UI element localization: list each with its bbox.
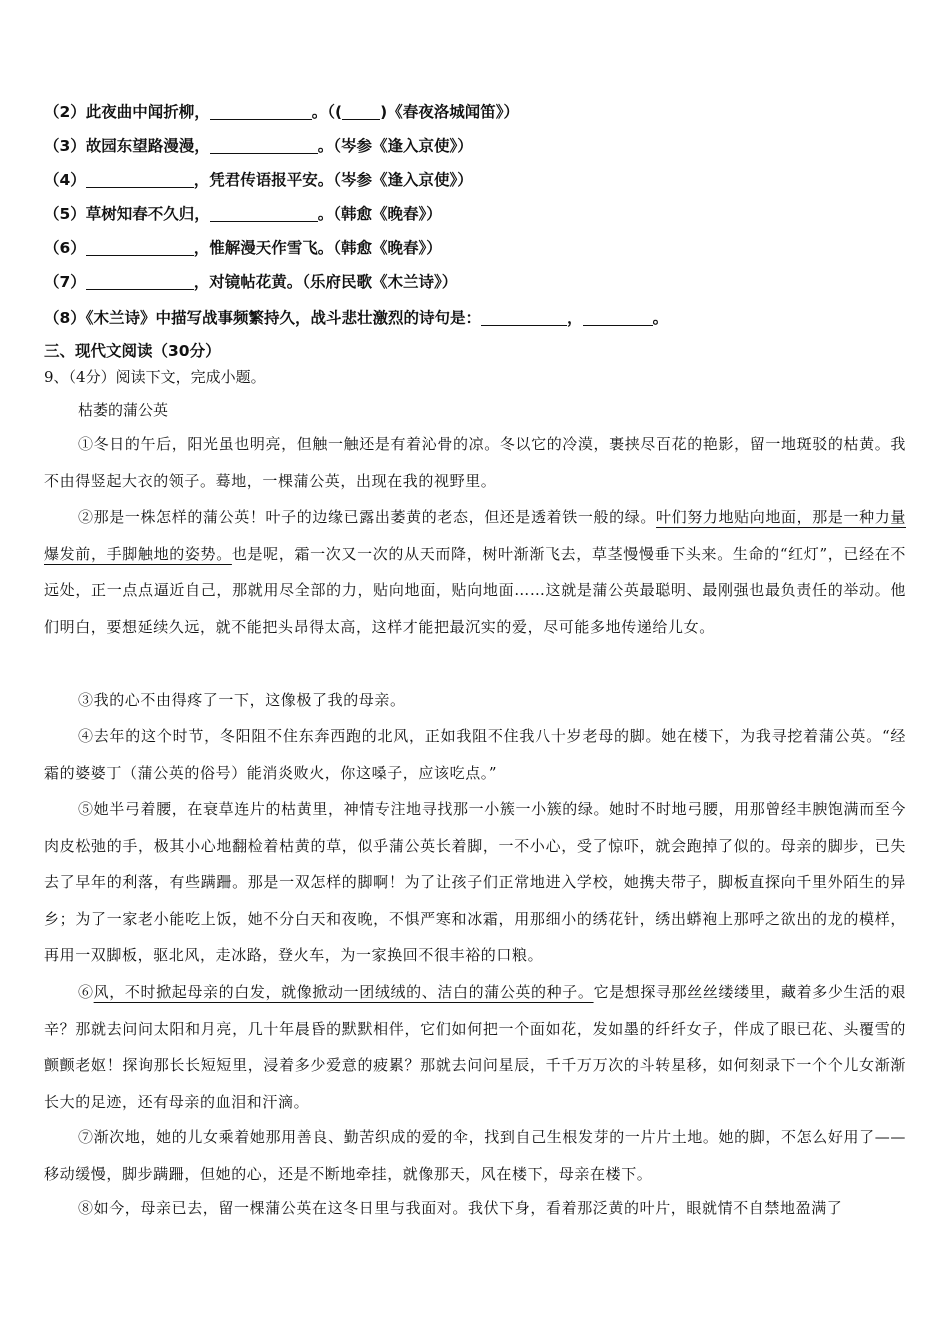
q4-source: ，凭君传语报平安。（岑参《逢入京使》） (193, 171, 473, 189)
q6-source: ，惟解漫天作雪飞。（韩愈《晚春》） (193, 239, 442, 257)
q7-answer-blank[interactable] (86, 271, 194, 290)
q8-end: 。 (652, 309, 669, 327)
q8-prompt: （8）《木兰诗》中描写战事频繁持久，战斗悲壮激烈的诗句是： (44, 309, 482, 327)
q2-answer-blank[interactable] (210, 101, 312, 120)
paragraph-1: ①冬日的午后，阳光虽也明亮，但触一触还是有着沁骨的凉。冬以它的冷漠，裹挟尽百花的艳影，留一地斑驳的枯黄。我不由得竖起大衣的领子。蓦地，一棵蒲公英，出现在我的视野里。 (44, 435, 906, 490)
q8-answer-blank-2[interactable] (583, 307, 653, 326)
q3-answer-blank[interactable] (210, 135, 318, 154)
poetry-q7 (44, 268, 457, 296)
q6-answer-blank[interactable] (86, 237, 194, 256)
section-heading: 三、现代文阅读（30分） (44, 342, 221, 360)
paragraph-2 (44, 499, 906, 645)
paragraph-2-text-a: ②那是一株怎样的蒲公英！叶子的边缘已露出萎黄的老态，但还是透着铁一般的绿。 (78, 508, 657, 526)
q7-source: ，对镜帖花黄。（乐府民歌《木兰诗》） (193, 273, 458, 291)
paragraph-6 (44, 974, 906, 1120)
q2-source-open: 。（( (311, 103, 343, 121)
poetry-q8 (44, 304, 668, 332)
q2-prompt: （2）此夜曲中闻折柳， (44, 103, 210, 121)
poetry-q4 (44, 166, 473, 194)
q8-comma: ， (567, 309, 583, 327)
paragraph-6-underlined: 风，不时掀起母亲的白发，就像掀动一团绒绒的、洁白的蒲公英的种子。 (93, 983, 594, 1001)
passage-title: 枯萎的蒲公英 (78, 401, 169, 419)
q4-answer-blank[interactable] (86, 169, 194, 188)
poetry-q3 (44, 132, 473, 160)
q8-answer-blank-1[interactable] (481, 307, 567, 326)
paragraph-6-text: 它是想探寻那丝丝缕缕里，藏着多少生活的艰辛？那就去问问太阳和月亮，几十年晨昏的默默相伴，它们如何把一个面如花，发如墨的纤纤女子，伴成了眼已花、头覆雪的颤颤老妪！探询那长长短短里，浸着多少爱意的疲累？那就去问问星辰，千千万万次的斗转星移，如何刻录下一个个儿女渐渐长大的足迹，还有母亲的血泪和汗滴。 (44, 983, 906, 1111)
poetry-q6 (44, 234, 442, 262)
poetry-q2 (44, 98, 519, 126)
q7-prompt: （7） (44, 273, 86, 291)
paragraph-4: ④去年的这个时节，冬阳阻不住东奔西跑的北风，正如我阻不住我八十岁老母的脚。她在楼下，为我寻挖着蒲公英。“经霜的婆婆丁（蒲公英的俗号）能消炎败火，你这嗓子，应该吃点。” (44, 727, 906, 782)
q3-prompt: （3）故园东望路漫漫， (44, 137, 210, 155)
paragraph-5: ⑤她半弓着腰，在衰草连片的枯黄里，神情专注地寻找那一小簇一小簇的绿。她时不时地弓腰，用那曾经丰腴饱满而至今肉皮松弛的手，极其小心地翻检着枯黄的草，似乎蒲公英长着脚，一不小心，受了惊吓，就会跑掉了似的。母亲的脚步，已失去了早年的利落，有些蹒跚。那是一双怎样的脚啊！为了让孩子们正常地进入学校，她携夫带子，脚板直探向千里外陌生的异乡；为了一家老小能吃上饭，她不分白天和夜晚，不惧严寒和冰霜，用那细小的绣花针，绣出蟒袍上那呼之欲出的龙的模样，再用一双脚板，驱北风，走冰路，登火车，为一家换回不很丰裕的口粮。 (44, 800, 906, 965)
q2-source: )《春夜洛城闻笛》） (380, 103, 519, 121)
q5-source: 。（韩愈《晚春》） (317, 205, 442, 223)
paragraph-6-number: ⑥ (78, 983, 94, 1001)
q6-prompt: （6） (44, 239, 86, 257)
paragraph-7: ⑦渐次地，她的儿女乘着她那用善良、勤苦织成的爱的伞，找到自己生根发芽的一片片土地。她的脚，不怎么好用了——移动缓慢，脚步蹒跚，但她的心，还是不断地牵挂，就像那天，风在楼下，母亲在楼下。 (44, 1128, 906, 1183)
poetry-q5 (44, 200, 442, 228)
q2-author-blank[interactable] (342, 101, 380, 120)
paragraph-2-underlined: 叶们努力地贴向地面，那是一种力量爆发前，手脚触地的姿势。 (44, 508, 906, 563)
paragraph-3: ③我的心不由得疼了一下，这像极了我的母亲。 (78, 691, 406, 709)
paragraph-8: ⑧如今，母亲已去，留一棵蒲公英在这冬日里与我面对。我伏下身，看着那泛黄的叶片，眼就情不自禁地盈满了 (78, 1199, 843, 1217)
q5-prompt: （5）草树知春不久归， (44, 205, 210, 223)
q5-answer-blank[interactable] (210, 203, 318, 222)
paragraph-2-text-b: 也是呢，霜一次又一次的从天而降，树叶渐渐飞去，草茎慢慢垂下头来。生命的“红灯”，已经在不远处，正一点点逼近自己，那就用尽全部的力，贴向地面，贴向地面……这就是蒲公英最聪明、最刚强也最负责任的举动。他们明白，要想延续久远，就不能把头昂得太高，这样才能把最沉实的爱，尽可能多地传递给儿女。 (44, 544, 906, 636)
q4-prompt: （4） (44, 171, 86, 189)
q3-source: 。（岑参《逢入京使》） (317, 137, 473, 155)
question-9-intro: 9、（4分）阅读下文，完成小题。 (44, 368, 266, 386)
